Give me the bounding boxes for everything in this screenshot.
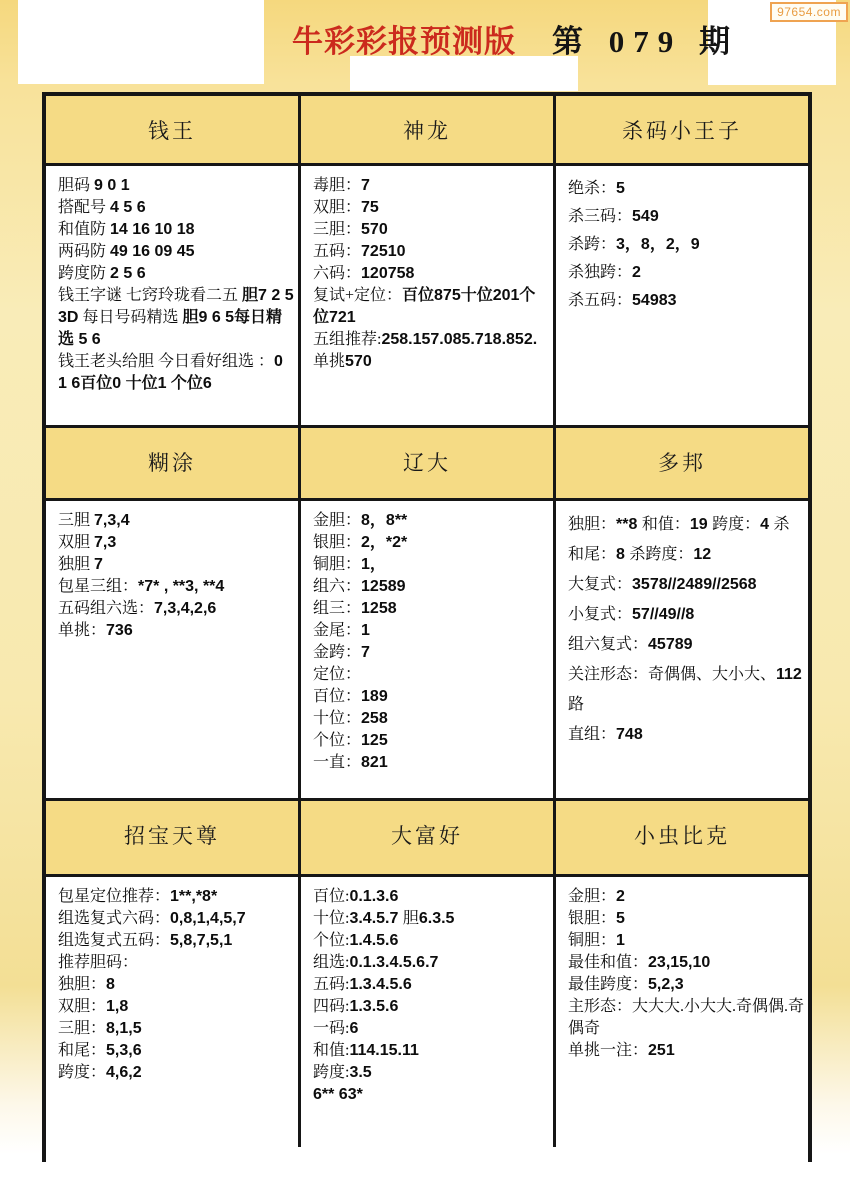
line-value: 7,3,4,2,6 bbox=[154, 600, 217, 617]
line-value: 114.15.11 bbox=[349, 1042, 419, 1059]
prediction-line bbox=[313, 886, 550, 908]
line-label: 铜胆： bbox=[313, 556, 362, 573]
line-label: 独胆： bbox=[58, 976, 107, 993]
prediction-line bbox=[58, 908, 295, 930]
line-label: 六码： bbox=[313, 265, 362, 282]
prediction-table bbox=[42, 92, 812, 1162]
prediction-line bbox=[58, 598, 295, 620]
line-label: 组选复式六码： bbox=[58, 910, 171, 927]
line-label: 杀跨： bbox=[568, 236, 617, 253]
panel-cell-duobang bbox=[556, 501, 808, 798]
table-header-row bbox=[46, 96, 808, 166]
line-value: 821 bbox=[361, 754, 388, 771]
line-label: 和值: bbox=[313, 1042, 350, 1059]
line-label: 五组推荐: bbox=[313, 331, 382, 348]
line-label: 组六复式： bbox=[568, 636, 649, 653]
prediction-line bbox=[58, 532, 295, 554]
line-label: 组六： bbox=[313, 578, 362, 595]
line-label: 双胆： bbox=[313, 199, 362, 216]
prediction-line bbox=[313, 241, 550, 263]
prediction-line bbox=[313, 598, 550, 620]
prediction-line bbox=[313, 1040, 550, 1062]
line-label: 杀五码： bbox=[568, 292, 633, 309]
line-value: **8 bbox=[616, 516, 642, 533]
prediction-line bbox=[313, 708, 550, 730]
prediction-line bbox=[313, 620, 550, 642]
panel-cell-shenlong bbox=[301, 166, 556, 425]
prediction-line bbox=[568, 952, 805, 974]
line-value: 7 bbox=[361, 177, 370, 194]
prediction-line bbox=[568, 886, 805, 908]
blank-white-patch-left bbox=[18, 0, 264, 84]
line-value: 3.5 bbox=[349, 1064, 372, 1081]
line-value: 570 bbox=[361, 221, 388, 238]
prediction-line bbox=[58, 1018, 295, 1040]
line-label: 个位： bbox=[313, 732, 362, 749]
panel-header-shama-xiaowangzi: 杀码小王子 bbox=[622, 119, 742, 143]
prediction-line bbox=[313, 930, 550, 952]
line-value: 112 bbox=[776, 666, 802, 683]
line-value: 258.157.085.718.852. bbox=[381, 331, 538, 348]
prediction-line bbox=[58, 175, 295, 197]
line-value: 7 bbox=[361, 644, 370, 661]
line-value: 5,3,6 bbox=[106, 1042, 142, 1059]
line-value: 748 bbox=[616, 726, 643, 743]
prediction-line bbox=[313, 752, 550, 774]
panel-cell-shama-xiaowangzi bbox=[556, 166, 808, 425]
line-label: 三胆： bbox=[58, 1020, 107, 1037]
line-value: 12589 bbox=[361, 578, 406, 595]
line-value: 2 5 6 bbox=[110, 265, 146, 282]
line-label: 最佳跨度： bbox=[568, 976, 649, 993]
line-label: 主形态：大大大.小大大.奇偶偶.奇偶奇 bbox=[568, 998, 805, 1037]
prediction-line bbox=[58, 620, 295, 642]
line-value: 120758 bbox=[361, 265, 415, 282]
line-label: 杀三码： bbox=[568, 208, 633, 225]
panel-cell-qianwang bbox=[46, 166, 301, 425]
line-label: 单挑： bbox=[58, 622, 107, 639]
line-label: 杀独跨： bbox=[568, 264, 633, 281]
line-label: 百位： bbox=[313, 688, 362, 705]
line-value: 4 bbox=[760, 516, 774, 533]
page-title-brand: 牛彩彩报预测版 bbox=[292, 24, 516, 59]
prediction-line bbox=[313, 1018, 550, 1040]
line-value: 54983 bbox=[632, 292, 677, 309]
panel-cell-zhaobao-tianzun bbox=[46, 877, 301, 1147]
line-label: 双胆 bbox=[58, 534, 95, 551]
prediction-line bbox=[313, 351, 550, 373]
prediction-line bbox=[568, 287, 805, 315]
line-value: 8,1,5 bbox=[106, 1020, 142, 1037]
line-label: 四码: bbox=[313, 998, 350, 1015]
line-label: 组三： bbox=[313, 600, 362, 617]
panel-header-xiaochong-bike: 小虫比克 bbox=[634, 824, 730, 848]
line-value: 1.3.5.6 bbox=[349, 998, 399, 1015]
line-label: 杀和尾： bbox=[568, 516, 790, 563]
line-label: 百位: bbox=[313, 888, 350, 905]
line-label: 跨度： bbox=[58, 1064, 107, 1081]
prediction-line bbox=[58, 241, 295, 263]
line-label: 钱王老头给胆 今日看好组选 ： bbox=[58, 353, 275, 370]
line-value: 75 bbox=[361, 199, 379, 216]
line-label: 金胆： bbox=[313, 512, 362, 529]
prediction-line bbox=[58, 197, 295, 219]
prediction-line bbox=[58, 351, 295, 395]
prediction-line bbox=[313, 908, 550, 930]
prediction-line bbox=[313, 554, 550, 576]
line-value: 1.3.4.5.6 bbox=[349, 976, 412, 993]
line-value: 百位875十位201个位721 bbox=[313, 287, 536, 326]
prediction-line bbox=[313, 510, 550, 532]
prediction-line bbox=[58, 930, 295, 952]
prediction-line bbox=[313, 686, 550, 708]
line-value: 1 bbox=[616, 932, 625, 949]
prediction-line bbox=[568, 996, 805, 1040]
line-label: 金尾： bbox=[313, 622, 362, 639]
line-value: 125 bbox=[361, 732, 388, 749]
line-value: 3.4.5.7 bbox=[349, 910, 403, 927]
line-value: 1**,*8* bbox=[170, 888, 218, 905]
line-label: 跨度防 bbox=[58, 265, 111, 282]
line-value: 1,8 bbox=[106, 998, 129, 1015]
prediction-line bbox=[313, 576, 550, 598]
line-value: 1， bbox=[361, 556, 386, 573]
prediction-line bbox=[313, 285, 550, 329]
line-label: 绝杀： bbox=[568, 180, 617, 197]
line-label: 五码： bbox=[313, 243, 362, 260]
site-watermark: 97654.com bbox=[770, 2, 848, 22]
line-label: 每日号码精选 bbox=[78, 309, 183, 326]
line-value: 6 bbox=[349, 1020, 359, 1037]
panel-cell-liaoda bbox=[301, 501, 556, 798]
page-title bbox=[292, 16, 739, 61]
prediction-line bbox=[568, 720, 805, 750]
line-value: 6** 63* bbox=[313, 1086, 363, 1103]
line-value: 5,2,3 bbox=[648, 976, 684, 993]
table-content-row bbox=[46, 166, 808, 428]
prediction-line bbox=[313, 664, 550, 686]
line-value: 189 bbox=[361, 688, 388, 705]
line-label: 一码: bbox=[313, 1020, 350, 1037]
prediction-line bbox=[568, 908, 805, 930]
line-label: 一直： bbox=[313, 754, 362, 771]
prediction-line bbox=[313, 175, 550, 197]
line-value: 3D bbox=[58, 309, 79, 326]
line-label: 大复式： bbox=[568, 576, 633, 593]
table-header-row bbox=[46, 428, 808, 501]
line-label: 关注形态：奇偶偶、大小大、 bbox=[568, 666, 777, 683]
line-label: 杀跨度： bbox=[629, 546, 694, 563]
line-label: 搭配号 bbox=[58, 199, 111, 216]
prediction-line bbox=[313, 642, 550, 664]
line-label: 推荐胆码： bbox=[58, 954, 139, 971]
panel-cell-xiaochong-bike bbox=[556, 877, 808, 1147]
panel-header-shenlong: 神龙 bbox=[301, 96, 556, 163]
line-value: 5 bbox=[616, 910, 625, 927]
line-label: 银胆： bbox=[313, 534, 362, 551]
line-value: 6.3.5 bbox=[418, 910, 455, 927]
prediction-line bbox=[568, 510, 805, 570]
line-value: 胆9 6 5每日精选 5 6 bbox=[58, 309, 283, 348]
line-value: 5,8,7,5,1 bbox=[170, 932, 233, 949]
line-value: 251 bbox=[648, 1042, 675, 1059]
line-label: 银胆： bbox=[568, 910, 617, 927]
line-label: 包星三组： bbox=[58, 578, 139, 595]
prediction-line bbox=[568, 630, 805, 660]
line-label: 胆码 bbox=[58, 177, 95, 194]
line-label: 金胆： bbox=[568, 888, 617, 905]
prediction-line bbox=[568, 570, 805, 600]
prediction-line bbox=[313, 730, 550, 752]
line-label: 单挑 bbox=[313, 353, 346, 370]
line-value: *7* , **3, **4 bbox=[138, 578, 225, 595]
line-value: 0.1.3.4.5.6.7 bbox=[349, 954, 439, 971]
line-label: 和值防 bbox=[58, 221, 111, 238]
line-value: 4,6,2 bbox=[106, 1064, 142, 1081]
line-value: 胆7 2 5 bbox=[242, 287, 294, 304]
line-label: 定位： bbox=[313, 666, 362, 683]
line-value: 7,3,4 bbox=[94, 512, 130, 529]
line-value: 736 bbox=[106, 622, 133, 639]
line-value: 5 bbox=[616, 180, 625, 197]
panel-cell-hutu bbox=[46, 501, 301, 798]
panel-header-zhaobao-tianzun: 招宝天尊 bbox=[46, 801, 301, 874]
line-label: 小复式： bbox=[568, 606, 633, 623]
line-value: 0,8,1,4,5,7 bbox=[170, 910, 246, 927]
prediction-line bbox=[568, 930, 805, 952]
line-value: 0.1.3.6 bbox=[349, 888, 399, 905]
prediction-line bbox=[568, 974, 805, 996]
table-content-row bbox=[46, 877, 808, 1147]
line-label: 和值： bbox=[641, 516, 690, 533]
line-value: 2，*2* bbox=[361, 534, 408, 551]
line-label: 毒胆： bbox=[313, 177, 362, 194]
line-value: 7,3 bbox=[94, 534, 117, 551]
table-content-row bbox=[46, 501, 808, 801]
line-label: 十位: bbox=[313, 910, 350, 927]
line-value: 23,15,10 bbox=[648, 954, 711, 971]
line-value: 49 16 09 45 bbox=[110, 243, 195, 260]
line-value: 0 1 6百位0 十位1 个位6 bbox=[58, 353, 283, 392]
line-label: 五码: bbox=[313, 976, 350, 993]
line-value: 1.4.5.6 bbox=[349, 932, 399, 949]
prediction-line bbox=[568, 1040, 805, 1062]
prediction-line bbox=[313, 197, 550, 219]
prediction-line bbox=[568, 600, 805, 630]
prediction-line bbox=[313, 974, 550, 996]
line-value: 72510 bbox=[361, 243, 406, 260]
prediction-line bbox=[58, 510, 295, 532]
panel-cell-dafuhao bbox=[301, 877, 556, 1147]
prediction-line bbox=[568, 259, 805, 287]
panel-header-dafuhao: 大富好 bbox=[301, 801, 556, 874]
prediction-line bbox=[58, 263, 295, 285]
line-label: 金跨： bbox=[313, 644, 362, 661]
line-label: 组选复式五码： bbox=[58, 932, 171, 949]
line-label: 单挑一注： bbox=[568, 1042, 649, 1059]
prediction-line bbox=[568, 660, 805, 720]
line-value: 570 bbox=[345, 353, 372, 370]
line-label: 最佳和值： bbox=[568, 954, 649, 971]
line-label: 双胆： bbox=[58, 998, 107, 1015]
prediction-line bbox=[568, 231, 805, 259]
panel-header-qianwang: 钱王 bbox=[46, 96, 301, 163]
line-label: 铜胆： bbox=[568, 932, 617, 949]
line-label: 五码组六选： bbox=[58, 600, 155, 617]
line-label: 钱王字谜 七窍玲珑看二五 bbox=[58, 287, 243, 304]
line-value: 2 bbox=[616, 888, 625, 905]
line-label: 复试+定位： bbox=[313, 287, 403, 304]
prediction-line bbox=[58, 974, 295, 996]
prediction-line bbox=[313, 219, 550, 241]
line-value: 4 5 6 bbox=[110, 199, 146, 216]
table-header-row bbox=[46, 801, 808, 877]
line-label: 跨度: bbox=[313, 1064, 350, 1081]
line-value: 549 bbox=[632, 208, 659, 225]
line-value: 1 bbox=[361, 622, 370, 639]
line-label: 两码防 bbox=[58, 243, 111, 260]
line-value: 8 bbox=[106, 976, 115, 993]
line-value: 3578//2489//2568 bbox=[632, 576, 757, 593]
prediction-line bbox=[313, 1062, 550, 1084]
prediction-line bbox=[568, 203, 805, 231]
prediction-line bbox=[58, 285, 295, 307]
line-label: 直组： bbox=[568, 726, 617, 743]
prediction-line bbox=[58, 1062, 295, 1084]
line-value: 8，8** bbox=[361, 512, 408, 529]
line-value: 7 bbox=[94, 556, 103, 573]
page-title-issue: 第 079 期 bbox=[552, 24, 739, 59]
prediction-line bbox=[313, 1084, 550, 1106]
prediction-line bbox=[313, 263, 550, 285]
line-label: 十位： bbox=[313, 710, 362, 727]
prediction-line bbox=[313, 532, 550, 554]
line-value: 57//49//8 bbox=[632, 606, 695, 623]
line-value: 12 bbox=[693, 546, 712, 563]
line-value: 3，8，2，9 bbox=[616, 236, 700, 253]
prediction-line bbox=[58, 952, 295, 974]
line-value: 14 16 10 18 bbox=[110, 221, 195, 238]
line-label: 胆 bbox=[402, 910, 419, 927]
line-label: 包星定位推荐： bbox=[58, 888, 171, 905]
prediction-line bbox=[58, 554, 295, 576]
prediction-line bbox=[58, 1040, 295, 1062]
blank-white-patch-center bbox=[350, 56, 578, 91]
prediction-line bbox=[313, 329, 550, 351]
line-label: 路 bbox=[568, 696, 585, 713]
line-value: 19 bbox=[689, 516, 713, 533]
line-label: 和尾： bbox=[58, 1042, 107, 1059]
prediction-line bbox=[568, 175, 805, 203]
line-label: 独胆： bbox=[568, 516, 617, 533]
line-value: 258 bbox=[361, 710, 388, 727]
line-value: 9 0 1 bbox=[94, 177, 130, 194]
prediction-line bbox=[313, 952, 550, 974]
prediction-line bbox=[313, 996, 550, 1018]
prediction-line bbox=[58, 886, 295, 908]
panel-header-liaoda: 辽大 bbox=[301, 428, 556, 498]
line-value: 1258 bbox=[361, 600, 397, 617]
prediction-line bbox=[58, 307, 295, 351]
prediction-line bbox=[58, 219, 295, 241]
line-value: 8 bbox=[616, 546, 630, 563]
line-value: 45789 bbox=[648, 636, 693, 653]
line-value: 2 bbox=[632, 264, 641, 281]
prediction-line bbox=[58, 996, 295, 1018]
panel-header-hutu: 糊涂 bbox=[46, 428, 301, 498]
line-label: 独胆 bbox=[58, 556, 95, 573]
line-label: 三胆： bbox=[313, 221, 362, 238]
line-label: 组选: bbox=[313, 954, 350, 971]
prediction-line bbox=[58, 576, 295, 598]
line-label: 三胆 bbox=[58, 512, 95, 529]
line-label: 个位: bbox=[313, 932, 350, 949]
panel-header-duobang: 多邦 bbox=[658, 451, 706, 475]
line-label: 跨度： bbox=[712, 516, 761, 533]
